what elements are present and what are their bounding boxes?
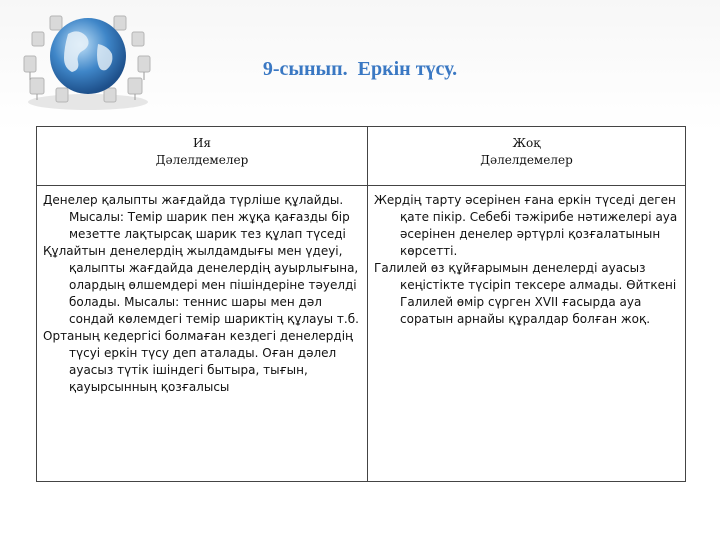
column-heading: Жоқ bbox=[512, 136, 541, 150]
globe-with-chairs-icon bbox=[10, 4, 160, 114]
column-header-no bbox=[368, 127, 686, 186]
column-subheading: Дәлелдемелер bbox=[480, 153, 573, 167]
table-cell-yes bbox=[37, 186, 368, 482]
table-cell-no bbox=[368, 186, 686, 482]
column-heading: Ия bbox=[192, 136, 212, 150]
evidence-paragraph: Галилей өз құйғарымын денелерді ауасыз кеңістікте түсіріп тексере алмады. Өйткені Галилей өмір сүрген XVII ғасырда ауа соратын арнайы құралдар болған жоқ. bbox=[374, 261, 677, 326]
evidence-paragraph: Ортаның кедергісі болмаған кездегі денелердің түсуі еркін түсу деп аталады. Оған дәлел ауасыз түтік ішіндегі бытыра, тығын, қауырсынның қозғалысы bbox=[43, 329, 353, 394]
table-row bbox=[37, 186, 686, 482]
page-title: 9-сынып. Еркін түсу. bbox=[262, 58, 458, 80]
column-header-yes bbox=[37, 127, 368, 186]
comparison-table bbox=[36, 126, 686, 482]
column-subheading: Дәлелдемелер bbox=[155, 153, 249, 167]
evidence-paragraph: Денелер қалыпты жағдайда түрліше құлайды. Мысалы: Темір шарик пен жұқа қағазды бір мезетте лақтырсақ шарик тез құлап түседі bbox=[43, 193, 350, 241]
evidence-paragraph: Жердің тарту әсерінен ғана еркін түседі деген қате пікір. Себебі тәжірибе нәтижелері ауа әсерінен денелер әртүрлі қозғалатынын көрсетті. bbox=[374, 193, 678, 258]
table-header-row bbox=[37, 127, 686, 186]
evidence-paragraph: Құлайтын денелердің жылдамдығы мен үдеуі, қалыпты жағдайда денелердің ауырлығына, олардың өлшемдері мен пішіндеріне тәуелді болады. Мысалы: теннис шары мен дәл сондай көлемдегі темір шариктің құлауы т.б. bbox=[43, 244, 359, 326]
